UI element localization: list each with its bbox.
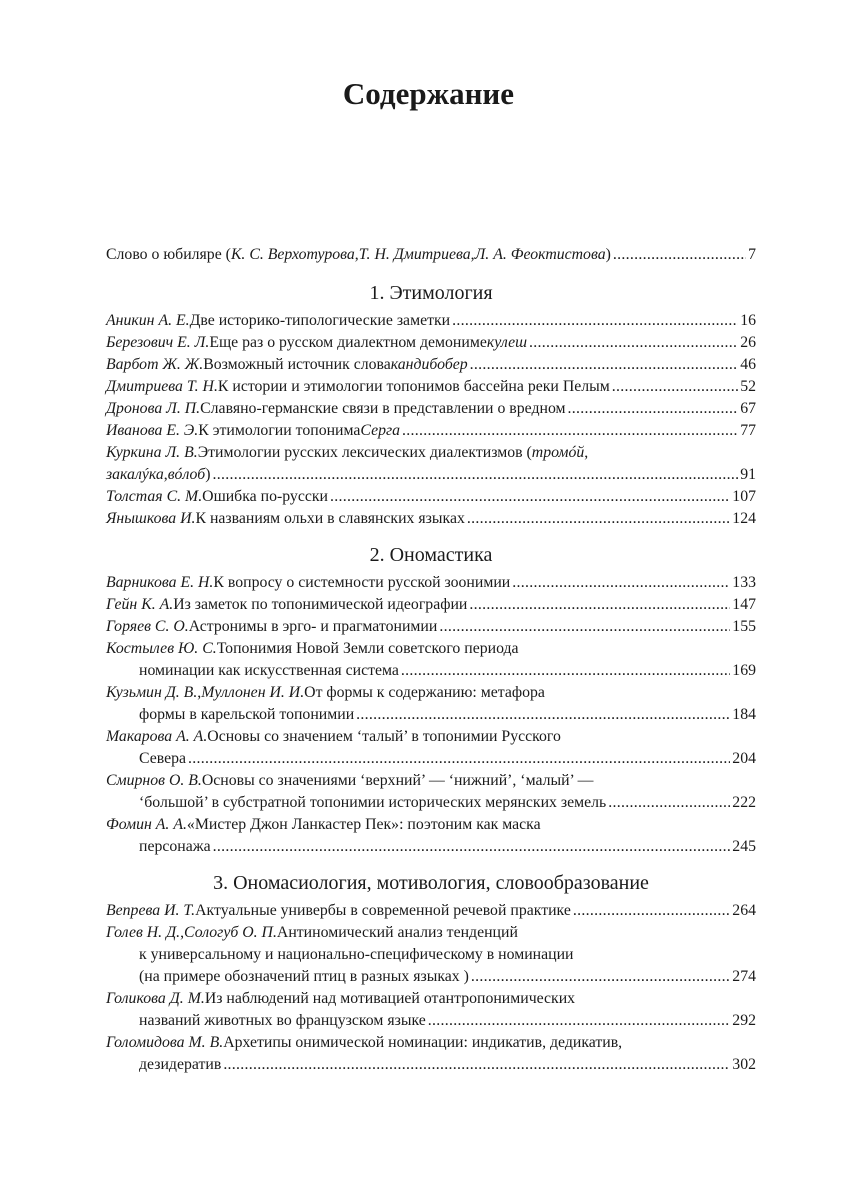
toc-entry bbox=[106, 310, 756, 332]
toc-entry-line bbox=[106, 682, 756, 704]
toc-text: персонажа bbox=[139, 838, 211, 855]
toc-entry-line bbox=[106, 244, 756, 266]
toc-page-number: 52 bbox=[740, 378, 756, 395]
toc-entry-line bbox=[106, 508, 756, 530]
toc-entry-line bbox=[106, 748, 756, 770]
toc-author-or-term: Аникин А. Е. bbox=[106, 312, 190, 329]
toc-page-number: 169 bbox=[732, 662, 756, 679]
toc-entry bbox=[106, 572, 756, 594]
page-title: Содержание bbox=[342, 76, 515, 111]
toc-entry-line bbox=[106, 966, 756, 988]
toc-entry-line bbox=[106, 836, 756, 858]
toc-entry bbox=[106, 486, 756, 508]
toc-author-or-term: кандибобер bbox=[390, 356, 468, 373]
toc-page-number: 155 bbox=[732, 618, 756, 635]
dot-leader bbox=[529, 332, 738, 354]
toc-entry bbox=[106, 770, 756, 814]
toc-text: ‘большой’ в субстратной топонимии исторических мерянских земель bbox=[139, 794, 607, 811]
dot-leader bbox=[512, 572, 730, 594]
toc-page-number: 46 bbox=[740, 356, 756, 373]
toc-text: Севера bbox=[139, 750, 187, 767]
toc-entry bbox=[106, 244, 756, 266]
dot-leader bbox=[213, 836, 731, 858]
dot-leader bbox=[452, 310, 738, 332]
toc-page-number: 16 bbox=[740, 312, 756, 329]
toc-entry bbox=[106, 726, 756, 770]
toc-text: , bbox=[180, 924, 185, 941]
toc-text: Антиномический анализ тенденций bbox=[276, 924, 518, 941]
toc-text: Этимологии русских лексических диалектизмов ( bbox=[197, 444, 532, 461]
toc-author-or-term: Т. Н. Дмитриева bbox=[358, 246, 471, 263]
toc-entry-line bbox=[106, 332, 756, 354]
toc-entry bbox=[106, 442, 756, 486]
dot-leader bbox=[428, 1010, 731, 1032]
toc-page-number: 184 bbox=[732, 706, 756, 723]
toc-page-number: 133 bbox=[732, 574, 756, 591]
dot-leader bbox=[356, 704, 730, 726]
toc-text: Из наблюдений над мотивацией отантропонимических bbox=[204, 990, 576, 1007]
toc-text: Астронимы в эрго- и прагматонимии bbox=[188, 618, 438, 635]
toc-entry bbox=[106, 1032, 756, 1076]
dot-leader bbox=[608, 792, 730, 814]
toc-text: К вопросу о системности русской зоонимии bbox=[213, 574, 511, 591]
toc-entry-line bbox=[106, 464, 756, 486]
toc-page-number: 107 bbox=[732, 488, 756, 505]
toc-page-number: 124 bbox=[732, 510, 756, 527]
toc-entry-line bbox=[106, 420, 756, 442]
toc-text: К названиям ольхи в славянских языках bbox=[195, 510, 465, 527]
toc-entry-line bbox=[106, 594, 756, 616]
toc-text: , bbox=[354, 246, 359, 263]
toc-entry-line bbox=[106, 660, 756, 682]
dot-leader bbox=[402, 420, 738, 442]
toc-entry-line bbox=[106, 770, 756, 792]
toc-entry-line bbox=[106, 814, 756, 836]
toc-text: названий животных во французском языке bbox=[139, 1012, 426, 1029]
toc-text: к универсальному и национально-специфическому в номинации bbox=[139, 946, 574, 963]
toc-author-or-term: кулеш bbox=[486, 334, 528, 351]
toc-author-or-term: Фомин А. А. bbox=[106, 816, 187, 833]
toc-author-or-term: Л. А. Феоктистова bbox=[474, 246, 606, 263]
toc-entry bbox=[106, 922, 756, 988]
toc-entry-line bbox=[106, 792, 756, 814]
toc-page-number: 245 bbox=[732, 838, 756, 855]
toc-text: От формы к содержанию: метафора bbox=[304, 684, 545, 701]
toc-entry bbox=[106, 354, 756, 376]
toc-page-number: 77 bbox=[740, 422, 756, 439]
toc-entry-line bbox=[106, 988, 756, 1010]
toc-entry-line bbox=[106, 704, 756, 726]
toc-page-number: 222 bbox=[732, 794, 756, 811]
toc-entry bbox=[106, 594, 756, 616]
toc-author-or-term: Янышкова И. bbox=[106, 510, 196, 527]
toc-text: Из заметок по топонимической идеографии bbox=[173, 596, 468, 613]
toc-entry-line bbox=[106, 310, 756, 332]
toc-entry-line bbox=[106, 376, 756, 398]
toc-author-or-term: Голев Н. Д. bbox=[106, 924, 181, 941]
toc-author-or-term: Толстая С. М. bbox=[106, 488, 203, 505]
toc-author-or-term: Варбот Ж. Ж. bbox=[106, 356, 204, 373]
dot-leader bbox=[613, 244, 746, 266]
dot-leader bbox=[401, 660, 730, 682]
toc-text: , bbox=[470, 246, 475, 263]
toc-entry-line bbox=[106, 944, 756, 966]
toc-text: ) bbox=[205, 466, 211, 483]
toc-page-number: 67 bbox=[740, 400, 756, 417]
toc-author-or-term: Макарова А. А. bbox=[106, 728, 208, 745]
toc-text: Ошибка по-русски bbox=[202, 488, 328, 505]
toc-text: ) bbox=[605, 246, 611, 263]
toc-page-number: 147 bbox=[732, 596, 756, 613]
toc-text: дезидератив bbox=[139, 1056, 222, 1073]
toc-entry-line bbox=[106, 616, 756, 638]
toc-author-or-term: закалýка bbox=[106, 466, 164, 483]
toc-entry-line bbox=[106, 354, 756, 376]
toc-entry bbox=[106, 900, 756, 922]
toc-entry-line bbox=[106, 442, 756, 464]
toc-author-or-term: Иванова Е. Э. bbox=[106, 422, 199, 439]
toc-entry-line bbox=[106, 1032, 756, 1054]
toc-entry bbox=[106, 332, 756, 354]
toc-page-number: 26 bbox=[740, 334, 756, 351]
dot-leader bbox=[573, 900, 730, 922]
toc-page-number: 7 bbox=[748, 246, 756, 263]
toc-text: Слово о юбиляре ( bbox=[106, 246, 231, 263]
dot-leader bbox=[212, 464, 738, 486]
dot-leader bbox=[188, 748, 730, 770]
toc-page-number: 292 bbox=[732, 1012, 756, 1029]
toc-author-or-term: Березович Е. Л. bbox=[106, 334, 210, 351]
toc-entry-line bbox=[106, 900, 756, 922]
dot-leader bbox=[467, 508, 730, 530]
toc-author-or-term: Муллонен И. И. bbox=[201, 684, 305, 701]
toc-entry-line bbox=[106, 486, 756, 508]
toc-author-or-term: К. С. Верхотурова bbox=[230, 246, 355, 263]
toc-text: К этимологии топонима bbox=[198, 422, 361, 439]
toc-text: , bbox=[584, 444, 589, 461]
dot-leader bbox=[223, 1054, 730, 1076]
toc-entry bbox=[106, 508, 756, 530]
toc-text: Основы со значениями ‘верхний’ — ‘нижний’, ‘малый’ — bbox=[201, 772, 594, 789]
toc-author-or-term: Смирнов О. В. bbox=[106, 772, 202, 789]
toc-author-or-term: Горяев С. О. bbox=[106, 618, 189, 635]
toc-entry-line bbox=[106, 398, 756, 420]
toc-author-or-term: вóлоб bbox=[167, 466, 206, 483]
toc-text: Архетипы онимической номинации: индикатив, дедикатив, bbox=[223, 1034, 623, 1051]
toc-author-or-term: Костылев Ю. С. bbox=[106, 640, 217, 657]
toc-text: Славяно-германские связи в представлении о вредном bbox=[200, 400, 566, 417]
toc-entry-line bbox=[106, 1010, 756, 1032]
toc-text: Основы со значением ‘талый’ в топонимии Русского bbox=[207, 728, 561, 745]
toc-entry-line bbox=[106, 922, 756, 944]
toc-text: Актуальные универбы в современной речевой практике bbox=[195, 902, 571, 919]
toc-entry bbox=[106, 616, 756, 638]
dot-leader bbox=[330, 486, 730, 508]
toc-text: (на примере обозначений птиц в разных языках ) bbox=[139, 968, 469, 985]
dot-leader bbox=[439, 616, 730, 638]
toc-text: Топонимия Новой Земли советского периода bbox=[216, 640, 519, 657]
dot-leader bbox=[469, 594, 730, 616]
toc-page-number: 91 bbox=[740, 466, 756, 483]
toc-text: , bbox=[163, 466, 168, 483]
toc-author-or-term: Сологуб О. П. bbox=[184, 924, 277, 941]
toc-text: «Мистер Джон Ланкастер Пек»: поэтоним как маска bbox=[186, 816, 541, 833]
section-heading: 1. Этимология bbox=[369, 282, 493, 304]
toc-author-or-term: Голикова Д. М. bbox=[106, 990, 205, 1007]
toc-entry-line bbox=[106, 638, 756, 660]
dot-leader bbox=[470, 354, 739, 376]
toc-author-or-term: Серга bbox=[360, 422, 401, 439]
toc-author-or-term: Варникова Е. Н. bbox=[106, 574, 214, 591]
toc-author-or-term: тромóй bbox=[531, 444, 585, 461]
dot-leader bbox=[612, 376, 738, 398]
toc-entry bbox=[106, 682, 756, 726]
toc-entry-line bbox=[106, 1054, 756, 1076]
toc-entry bbox=[106, 420, 756, 442]
toc-entry-line bbox=[106, 572, 756, 594]
table-of-contents bbox=[106, 244, 756, 1076]
toc-text: номинации как искусственная система bbox=[139, 662, 399, 679]
dot-leader bbox=[471, 966, 730, 988]
toc-text: К истории и этимологии топонимов бассейна реки Пелым bbox=[217, 378, 610, 395]
toc-text: Еще раз о русском диалектном демониме bbox=[209, 334, 487, 351]
toc-page-number: 264 bbox=[732, 902, 756, 919]
toc-entry-line bbox=[106, 726, 756, 748]
toc-text: Две историко-типологические заметки bbox=[189, 312, 451, 329]
toc-entry bbox=[106, 398, 756, 420]
toc-text: , bbox=[197, 684, 202, 701]
toc-author-or-term: Вепрева И. Т. bbox=[106, 902, 196, 919]
dot-leader bbox=[568, 398, 739, 420]
toc-author-or-term: Дмитриева Т. Н. bbox=[106, 378, 218, 395]
toc-page-number: 274 bbox=[732, 968, 756, 985]
toc-author-or-term: Куркина Л. В. bbox=[106, 444, 198, 461]
section-heading: 2. Ономастика bbox=[369, 544, 493, 566]
toc-entry bbox=[106, 376, 756, 398]
toc-author-or-term: Кузьмин Д. В. bbox=[106, 684, 198, 701]
toc-entry bbox=[106, 814, 756, 858]
toc-entry bbox=[106, 638, 756, 682]
toc-page-number: 302 bbox=[732, 1056, 756, 1073]
toc-author-or-term: Голомидова М. В. bbox=[106, 1034, 224, 1051]
toc-author-or-term: Дронова Л. П. bbox=[106, 400, 201, 417]
toc-author-or-term: Гейн К. А. bbox=[106, 596, 174, 613]
toc-entry bbox=[106, 988, 756, 1032]
toc-page-number: 204 bbox=[732, 750, 756, 767]
section-heading: 3. Ономасиология, мотивология, словообразование bbox=[213, 872, 649, 894]
toc-text: формы в карельской топонимии bbox=[139, 706, 355, 723]
toc-text: Возможный источник слова bbox=[203, 356, 391, 373]
